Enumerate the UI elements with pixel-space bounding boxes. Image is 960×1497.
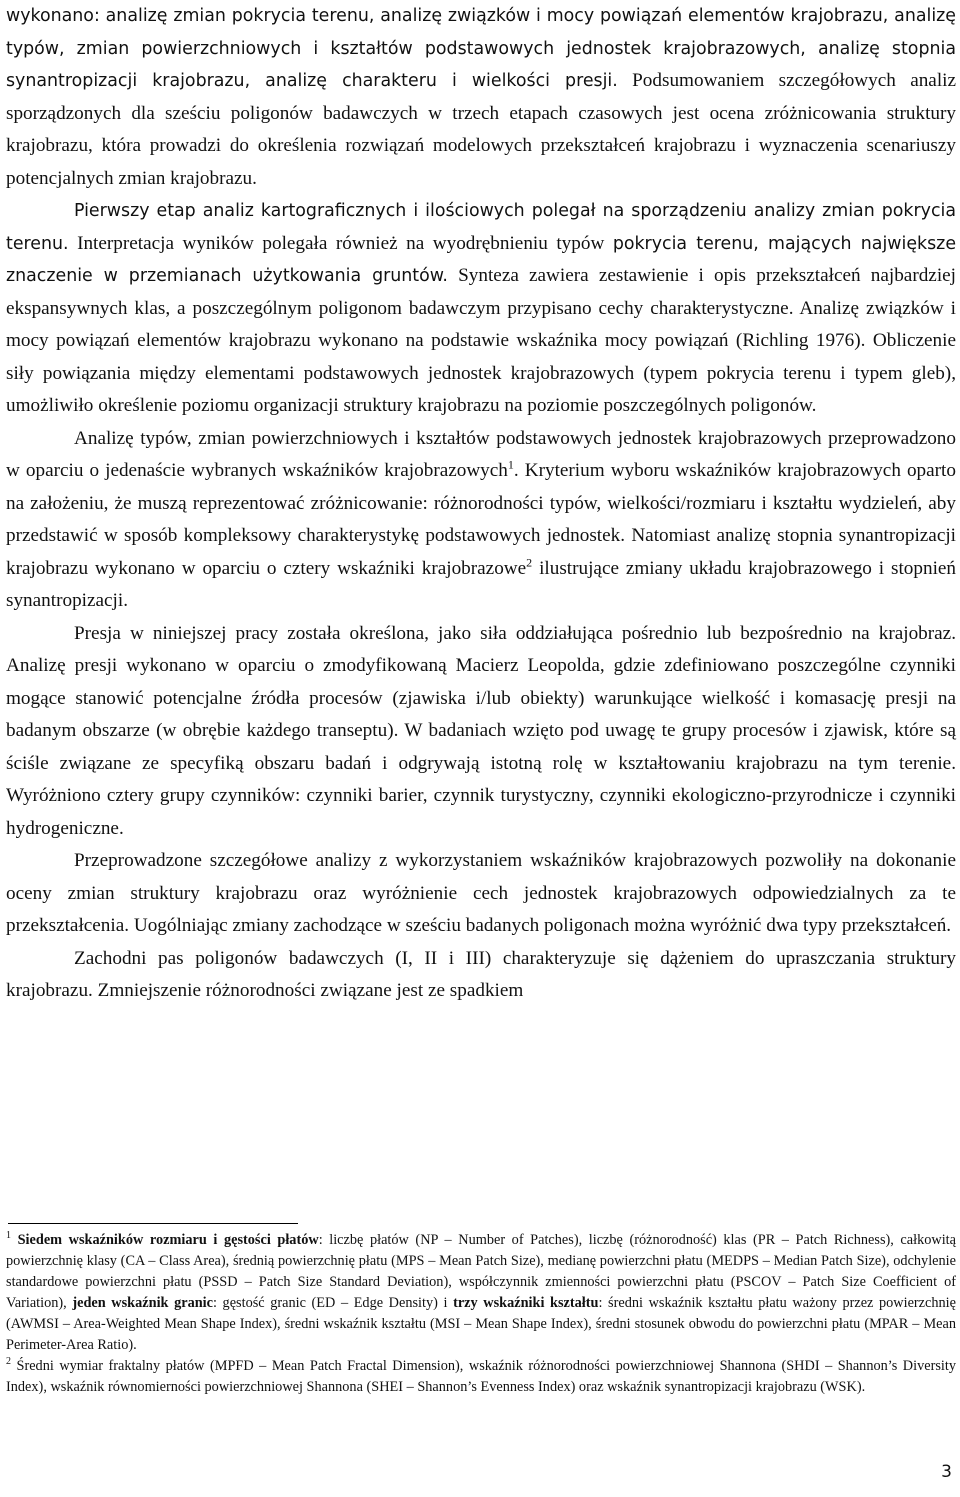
footnote-ref-2[interactable]: 2	[526, 555, 533, 570]
footnote-divider	[8, 1223, 298, 1224]
footnote-1-text-b: : gęstość granic (ED – Edge Density) i	[213, 1295, 448, 1311]
paragraph-2-part-c: pokrycia terenu, mających największe znaczenie w przemianach użytkowania gruntów.	[6, 233, 957, 286]
paragraph-3-part-c: ilustrujące zmiany układu krajobrazowego i stopnień synantropizacji.	[6, 557, 957, 611]
footnote-2-mark: 2	[6, 1356, 11, 1368]
footnote-1-bold-edge-index: jeden wskaźnik granic	[72, 1295, 213, 1311]
footnote-1-bold-shape-indices: trzy wskaźniki kształtu	[453, 1295, 599, 1311]
paragraph-2-part-b: Interpretacja wyników polegała również na wyodrębnieniu typów	[77, 232, 605, 254]
footnote-2	[6, 1356, 956, 1398]
footnote-1-text-c: : średni wskaźnik kształtu płatu ważony przez powierzchnię (AWMSI – Area-Weighted Mean Shape Index), średni wskaźnik kształtu (MSI – Mean Shape Index), średni stosunek obwodu do powierzchni płatu (MPAR – Mean Perimeter-Area Ratio).	[6, 1295, 956, 1353]
page-number: 3	[941, 1462, 952, 1482]
paragraph-6: Zachodni pas poligonów badawczych (I, II i III) charakteryzuje się dążeniem do upraszczania struktury krajobrazu. Zmniejszenie różnorodności związane jest ze spadkiem	[6, 947, 956, 1001]
paragraph-5: Przeprowadzone szczegółowe analizy z wykorzystaniem wskaźników krajobrazowych pozwoliły na dokonanie oceny zmian struktury krajobrazu oraz wyróżnienie cech jednostek krajobrazowych odpowiedzialnych za te przekształcenia. Uogólniając zmiany zachodzące w sześciu badanych poligonach można wyróżnić dwa typy przekształceń.	[6, 850, 956, 936]
paragraph-2	[6, 195, 956, 423]
footnote-1	[6, 1230, 956, 1356]
footnote-ref-1[interactable]: 1	[507, 457, 514, 472]
footnote-2-text: Średni wymiar fraktalny płatów (MPFD – Mean Patch Fractal Dimension), wskaźnik różnorodności powierzchniowej Shannona (SHDI – Shannon’s Diversity Index), wskaźnik równomierności powierzchniowej Shannona (SHEI – Shannon’s Evenness Index) oraz wskaźnik synantropizacji krajobrazu (WSK).	[6, 1358, 957, 1395]
footnote-1-mark: 1	[6, 1230, 11, 1242]
paragraph-2-part-d: Synteza zawiera zestawienie i opis przekształceń najbardziej ekspansywnych klas, a poszczególnym poligonom badawczym przypisano cechy charakterystyczne. Analizę związków i mocy powiązań elementów krajobrazu wykonano na podstawie wskaźnika mocy powiązań (Richling 1976). Obliczenie siły powiązania między elementami podstawowych jednostek krajobrazowych (typem pokrycia terenu i typem gleb), umożliwiło określenie poziomu organizacji struktury krajobrazu na poziomie poszczególnych poligonów.	[6, 265, 956, 416]
footnotes	[6, 1230, 956, 1398]
paragraph-3	[6, 423, 956, 618]
paragraph-3-part-b: . Kryterium wyboru wskaźników krajobrazowych oparto na założeniu, że muszą reprezentować zróżnicowanie: różnorodności typów, wielkości/rozmiaru i kształtu wydzieleń, aby przedstawić w sposób kompleksowy charakterystykę podstawowych jednostek. Natomiast analizę stopnia synantropizacji krajobrazu wykonano w oparciu o cztery wskaźniki krajobrazowe	[6, 460, 956, 579]
paragraph-1-summary: Podsumowaniem szczegółowych analiz sporządzonych dla sześciu poligonów badawczych w trzech etapach czasowych jest ocena zróżnicowania struktury krajobrazu, która prowadzi do określenia rozwiązań modelowych przekształceń krajobrazu i wyznaczenia scenariuszy potencjalnych zmian krajobrazu.	[6, 70, 957, 189]
paragraph-4: Presja w niniejszej pracy została określona, jako siła oddziałująca pośrednio lub bezpośrednio na krajobraz. Analizę presji wykonano w oparciu o zmodyfikowaną Macierz Leopolda, gdzie zdefiniowano poszczególne czynniki mogące stanowić potencjalne źródła procesów (zjawiska i/lub obiekty) warunkujące wielkość i komasację presji na badanym obszarze (w obrębie każdego transeptu). W badaniach wzięto pod uwagę te grupy procesów i zjawisk, które są ściśle związane ze specyfiką obszaru badań i odgrywają istotną rolę w kształtowaniu krajobrazu na tym terenie. Wyróżniono cztery grupy czynników: czynniki barier, czynnik turystyczny, czynniki ekologiczno-przyrodnicze i czynniki hydrogeniczne.	[6, 622, 956, 839]
body-text	[6, 0, 956, 1008]
footnote-1-bold-size-indices: Siedem wskaźników rozmiaru i gęstości płatów	[17, 1232, 319, 1248]
footnote-1-text-a: : liczbę płatów (NP – Number of Patches), liczbę (różnorodność) klas (PR – Patch Richness), całkowitą powierzchnię klasy (CA – Class Area), średnią powierzchnię płatu (MPS – Mean Patch Size), medianę powierzchni płatu (MEDPS – Median Patch Size), odchylenie standardowe powierzchni płatu (PSSD – Patch Size Standard Deviation), współczynnik zmienności powierzchni płatu (PSCOV – Patch Size Coefficient of Variation),	[6, 1232, 956, 1311]
paragraph-3-part-a: Analizę typów, zmian powierzchniowych i kształtów podstawowych jednostek krajobrazowych przeprowadzono w oparciu o jedenaście wybranych wskaźników krajobrazowych	[6, 427, 956, 481]
paragraph-1-intro: wykonano: analizę zmian pokrycia terenu, analizę związków i mocy powiązań elementów krajobrazu, analizę typów, zmian powierzchniowych i kształtów podstawowych jednostek krajobrazowych, analizę stopnia synantropizacji krajobrazu, analizę charakteru i wielkości presji.	[6, 6, 956, 91]
paragraph-2-part-a: Pierwszy etap analiz kartograficznych i ilościowych polegał na sporządzeniu analizy zmian pokrycia terenu.	[6, 201, 956, 254]
paragraph-1	[6, 0, 956, 195]
